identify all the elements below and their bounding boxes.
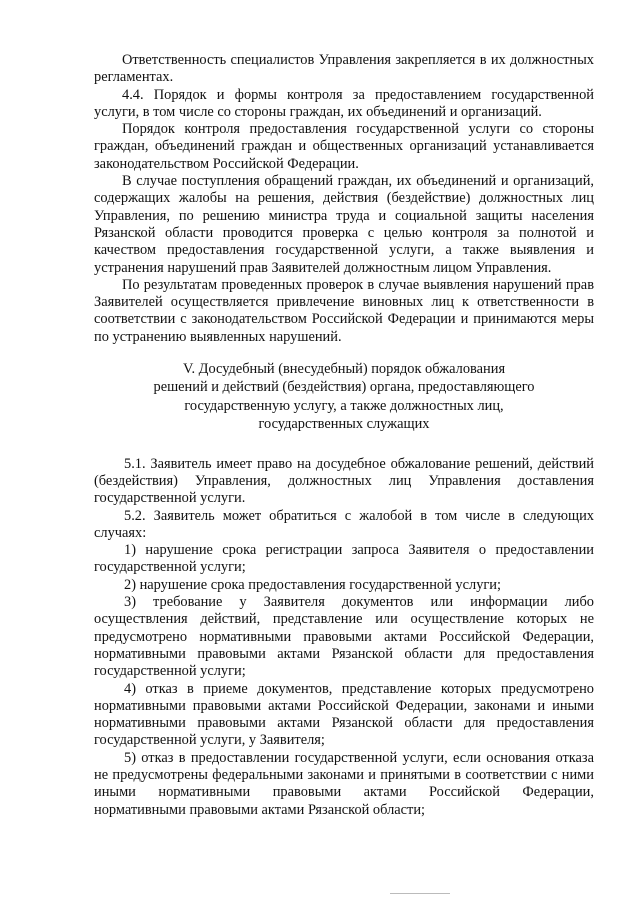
section-heading-line: государственную услугу, а также должностных лиц, [184, 397, 504, 414]
paragraph-responsibility: Ответственность специалистов Управления закрепляется в их должностных регламентах. [94, 52, 594, 86]
list-item-1: 1) нарушение срока регистрации запроса Заявителя о предоставлении государственной услуги; [94, 542, 594, 576]
section-heading-line: решений и действий (бездействия) органа, предоставляющего [153, 379, 535, 396]
paragraph-5-2: 5.2. Заявитель может обратиться с жалобой в том числе в следующих случаях: [94, 507, 594, 541]
paragraph-complaints: В случае поступления обращений граждан, их объединений и организаций, содержащих жалобы на решения, действия (бездействие) должностных лиц Управления, по решению министра труда и социальной защиты населения Рязанской области проводится проверка с целью контроля за полнотой и качеством предоставления государственной услуги, а также выявления и устранения нарушений прав Заявителей должностным лицом Управления. [94, 173, 594, 276]
list-item-5: 5) отказ в предоставлении государственной услуги, если основания отказа не предусмотрены федеральными законами и принятыми в соответствии с ними иными нормативными правовыми актами Российской Федерации, нормативными правовыми актами Рязанской области; [94, 749, 594, 818]
list-item-3: 3) требование у Заявителя документов или информации либо осуществления действий, представление или осуществление которых не предусмотрено нормативными правовыми актами Российской Федерации, нормативными правовыми актами Рязанской области для предоставления государственной услуги; [94, 594, 594, 680]
section-heading-line: V. Досудебный (внесудебный) порядок обжалования [182, 361, 506, 378]
document-body [94, 52, 594, 819]
section-heading [94, 360, 594, 434]
scan-artifact [390, 893, 450, 894]
paragraph-control-order: Порядок контроля предоставления государственной услуги со стороны граждан, объединений граждан и общественных организаций устанавливается законодательством Российской Федерации. [94, 121, 594, 172]
paragraph-4-4: 4.4. Порядок и формы контроля за предоставлением государственной услуги, в том числе со стороны граждан, их объединений и организаций. [94, 86, 594, 120]
section-heading-line: государственных служащих [258, 416, 430, 433]
list-item-2: 2) нарушение срока предоставления государственной услуги; [124, 576, 501, 593]
paragraph-5-1: 5.1. Заявитель имеет право на досудебное обжалование решений, действий (бездействия) Управления, должностных лиц Управления доставления государственной услуги. [94, 455, 594, 507]
list-item-4: 4) отказ в приеме документов, представление которых предусмотрено нормативными правовыми актами Российской Федерации, законами и иными нормативными правовыми актами Рязанской области для предоставления государственной услуги, у Заявителя; [94, 680, 594, 749]
paragraph-inspection-results: По результатам проведенных проверок в случае выявления нарушений прав Заявителей осуществляется привлечение виновных лиц к ответственности в соответствии с законодательством Российской Федерации и принимаются меры по устранению выявленных нарушений. [94, 276, 594, 345]
